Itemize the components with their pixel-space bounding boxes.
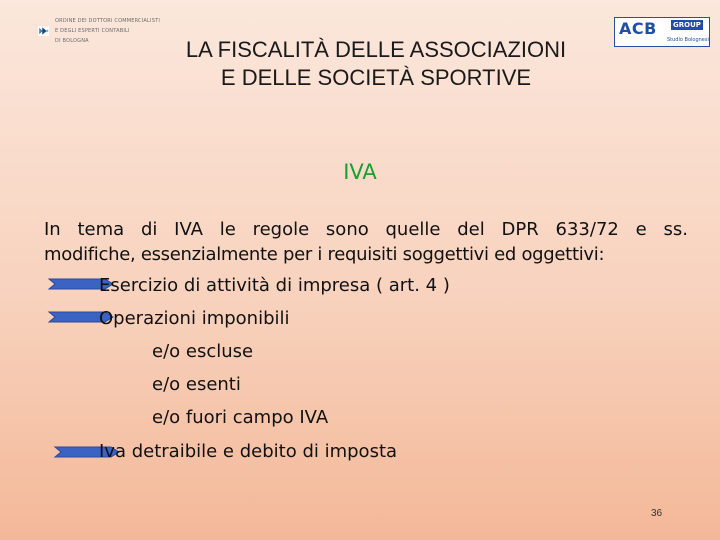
intro-word: regole <box>252 219 310 240</box>
institution-logo-icon <box>38 15 49 47</box>
intro-word: le <box>219 219 236 240</box>
list-subitem-3: e/o fuori campo IVA <box>152 407 329 428</box>
page-number: 36 <box>651 508 663 519</box>
intro-word: sono <box>325 219 369 240</box>
logo-line-2: E DEGLI ESPERTI CONTABILI <box>55 28 130 34</box>
acb-group-logo <box>614 17 710 47</box>
intro-paragraph <box>44 217 688 267</box>
list-subitem-1: e/o escluse <box>152 341 254 362</box>
list-item-2: Operazioni imponibili <box>99 308 290 329</box>
title-line-1: LA FISCALITÀ DELLE ASSOCIAZIONI <box>185 37 567 62</box>
intro-word: In <box>44 219 61 240</box>
section-title: IVA <box>343 160 377 184</box>
intro-word: ss. <box>663 219 688 240</box>
intro-word: di <box>140 219 158 240</box>
intro-word: quelle <box>385 219 441 240</box>
intro-word: e <box>635 219 647 240</box>
intro-word: del <box>457 219 485 240</box>
logo-line-1: ORDINE DEI DOTTORI COMMERCIALISTI <box>55 18 160 24</box>
slide-title <box>160 36 592 92</box>
intro-line-2: modifiche, essenzialmente per i requisiti soggettivi ed oggettivi: <box>44 244 605 265</box>
logo-line-3: DI BOLOGNA <box>55 38 89 44</box>
list-subitem-2: e/o esenti <box>152 374 241 395</box>
list-item-1: Esercizio di attività di impresa ( art. 4 ) <box>99 275 450 296</box>
institution-logo <box>38 15 160 47</box>
intro-line-1 <box>44 217 688 242</box>
logo-group: GROUP <box>673 21 701 29</box>
logo-brand: ACB <box>619 19 657 38</box>
intro-word: tema <box>77 219 125 240</box>
logo-tagline: Studio Bolognesi <box>667 37 709 43</box>
intro-word: 633/72 <box>555 219 619 240</box>
title-line-2: E DELLE SOCIETÀ SPORTIVE <box>220 65 532 90</box>
intro-word: DPR <box>501 219 539 240</box>
intro-word: IVA <box>174 219 203 240</box>
list-item-3: Iva detraibile e debito di imposta <box>99 441 398 462</box>
